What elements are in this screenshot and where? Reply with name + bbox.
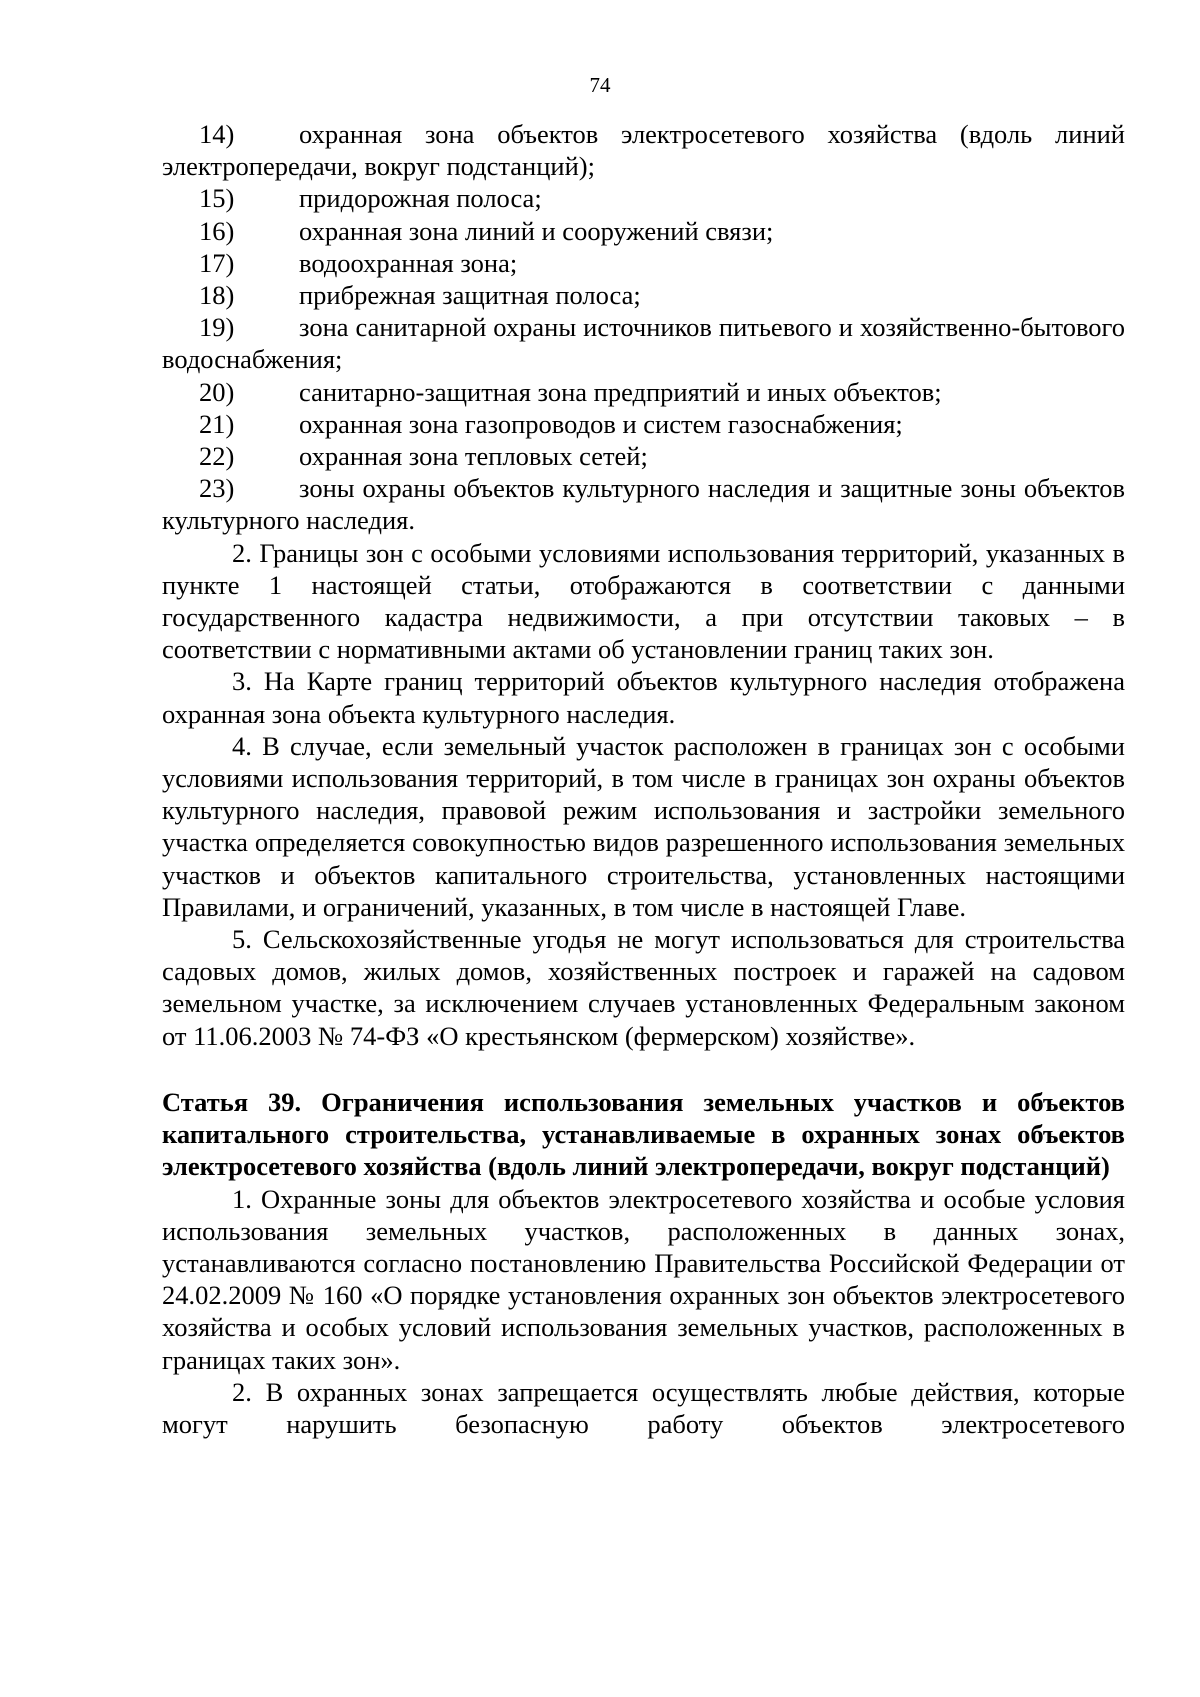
list-item xyxy=(162,311,1125,375)
list-item xyxy=(162,182,1125,214)
document-body xyxy=(162,118,1125,1440)
article-paragraph: 1. Охранные зоны для объектов электросетевого хозяйства и особые условия использования земельных участков, расположенных в данных зонах, устанавливаются согласно постановлению Правительства Российской Федерации от 24.02.2009 № 160 «О порядке установления охранных зон объектов электросетевого хозяйства и особых условий использования земельных участков, расположенных в границах таких зон». xyxy=(162,1183,1125,1375)
list-item-text: зоны охраны объектов культурного наследия и защитные зоны объектов культурного наследия. xyxy=(162,473,1125,536)
list-item-number: 20) xyxy=(199,376,235,407)
list-item-number: 23) xyxy=(199,473,235,504)
list-item-number: 15) xyxy=(199,183,235,214)
list-item-text: прибрежная защитная полоса; xyxy=(299,280,641,311)
page-number: 74 xyxy=(589,73,611,97)
list-item-text: охранная зона объектов электросетевого хозяйства (вдоль линий электропередачи, вокруг подстанций); xyxy=(162,119,1125,182)
list-item-text: водоохранная зона; xyxy=(299,247,518,278)
body-paragraph: 4. В случае, если земельный участок расположен в границах зон с особыми условиями использования территорий, в том числе в границах зон охраны объектов культурного наследия, правовой режим использования и застройки земельного участка определяется совокупностью видов разрешенного использования земельных участков и объектов капитального строительства, установленных настоящими Правилами, и ограничений, указанных, в том числе в настоящей Главе. xyxy=(162,730,1125,922)
list-item-number: 19) xyxy=(199,312,235,343)
list-item xyxy=(162,215,1125,247)
list-item xyxy=(162,440,1125,472)
list-item-number: 22) xyxy=(199,441,235,472)
list-item-number: 16) xyxy=(199,215,235,246)
list-item-number: 18) xyxy=(199,280,235,311)
list-item-text: охранная зона газопроводов и систем газоснабжения; xyxy=(299,408,903,439)
list-item xyxy=(162,247,1125,279)
list-item xyxy=(162,472,1125,536)
body-paragraph: 3. На Карте границ территорий объектов культурного наследия отображена охранная зона объекта культурного наследия. xyxy=(162,666,1125,729)
body-paragraph: 2. Границы зон с особыми условиями использования территорий, указанных в пункте 1 настоящей статьи, отображаются в соответствии с данными государственного кадастра недвижимости, а при отсутствии таковых – в соответствии с нормативными актами об установлении границ таких зон. xyxy=(162,537,1125,665)
list-item-text: охранная зона тепловых сетей; xyxy=(299,441,648,472)
list-item-text: охранная зона линий и сооружений связи; xyxy=(299,215,774,246)
list-item-text: зона санитарной охраны источников питьевого и хозяйственно-бытового водоснабжения; xyxy=(162,312,1125,375)
list-item-text: санитарно-защитная зона предприятий и иных объектов; xyxy=(299,376,942,407)
body-paragraph: 5. Сельскохозяйственные угодья не могут использоваться для строительства садовых домов, жилых домов, хозяйственных построек и гаражей на садовом земельном участке, за исключением случаев установленных Федеральным законом от 11.06.2003 № 74-ФЗ «О крестьянском (фермерском) хозяйстве». xyxy=(162,924,1125,1051)
list-item-number: 21) xyxy=(199,408,235,439)
list-item xyxy=(162,279,1125,311)
list-item-number: 17) xyxy=(199,247,235,278)
article-paragraph: 2. В охранных зонах запрещается осуществлять любые действия, которые могут нарушить безопасную работу объектов электросетевого xyxy=(162,1376,1125,1439)
article-heading: Статья 39. Ограничения использования земельных участков и объектов капитального строительства, устанавливаемые в охранных зонах объектов электросетевого хозяйства (вдоль линий электропередачи, вокруг подстанций) xyxy=(162,1086,1125,1182)
list-item xyxy=(162,408,1125,440)
list-item xyxy=(162,118,1125,182)
list-item xyxy=(162,376,1125,408)
list-item-text: придорожная полоса; xyxy=(299,183,542,214)
list-item-number: 14) xyxy=(199,119,235,149)
